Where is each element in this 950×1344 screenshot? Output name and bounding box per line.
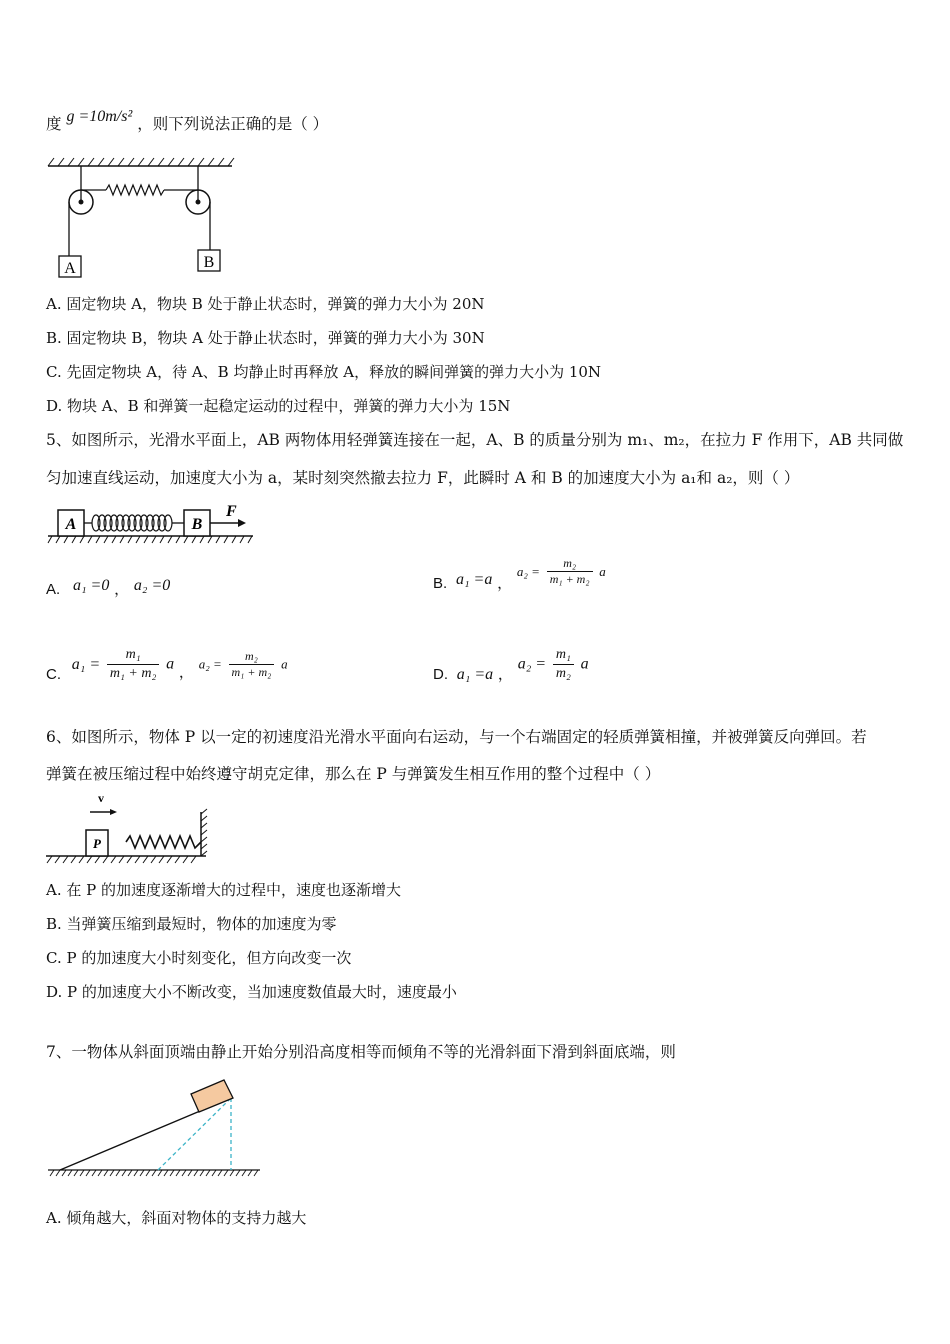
intro-suffix: ，则下列说法正确的是（ ） [137,115,329,133]
block-b-label: B [203,254,215,271]
q6-stem-line2: 弹簧在被压缩过程中始终遵守胡克定律，那么在 P 与弹簧发生相互作用的整个过程中（ ） [46,765,661,783]
gravity-formula: g =10m/s² [66,108,133,125]
q5-stem-line2: 匀加速直线运动，加速度大小为 a，某时刻突然撤去拉力 F，此瞬时 A 和 B 的加速度大小为 a₁和 a₂，则（ ） [46,469,800,487]
q7-option-a: A. 倾角越大，斜面对物体的支持力越大 [46,1209,307,1227]
q5-c-fraction-2: $\frac{\text{m₂}}{\text{m₁ + m₂}}$ [229,649,275,680]
figure-block-wall-spring [46,790,211,870]
q6-block-p-label: P [93,836,101,851]
q5-option-a: A. a₁ =0 ， a₂ =0 [46,577,171,598]
q5-c-fraction-1: $\frac{\text{m₁}}{\text{m₁ + m₂}}$ [107,646,159,683]
q5-b-fraction: $\frac{\text{m₂}}{\text{m₁ + m₂}}$ [547,556,593,587]
incline-block [191,1080,233,1112]
q6-option-b: B. 当弹簧压缩到最短时，物体的加速度为零 [46,915,337,933]
q5-block-a-label: A [65,516,77,533]
q6-stem-line1: 6、如图所示，物体 P 以一定的初速度沿光滑水平面向右运动，与一个右端固定的轻质弹簧相撞，并被弹簧反向弹回。若 [46,728,867,746]
q6-option-d: D. P 的加速度大小不断改变，当加速度数值最大时，速度最小 [46,983,457,1001]
figure-blocks-spring [48,500,258,546]
q4-option-a: A. 固定物块 A，物块 B 处于静止状态时，弹簧的弹力大小为 20N [46,295,485,313]
q5-stem-line1: 5、如图所示，光滑水平面上，AB 两物体用轻弹簧连接在一起，A、B 的质量分别为 m₁、m₂，在拉力 F 作用下，AB 共同做 [46,431,904,449]
q6-option-a: A. 在 P 的加速度逐渐增大的过程中，速度也逐渐增大 [46,881,401,899]
q5-d-fraction: $\frac{\text{m₁}}{\text{m₂}}$ [553,646,574,683]
q5-option-d: D. a₁ =a ， a₂ = $\frac{\text{m₁}}{\text{m₂}}$ a [433,647,589,683]
q4-option-b: B. 固定物块 B，物块 A 处于静止状态时，弹簧的弹力大小为 30N [46,329,485,347]
q6-velocity-label: v [98,791,104,805]
q7-stem-line1: 7、一物体从斜面顶端由静止开始分别沿高度相等而倾角不等的光滑斜面下滑到斜面底端，则 [46,1043,676,1061]
intro-line [46,108,329,135]
q5-option-c: C. a₁ = $\frac{\text{m₁}}{\text{m₁ + m₂}}$ a ， a₂ = $\frac{\text{m₂}}{\text{m₁ + m₂}}$ a [46,647,288,683]
block-a-label: A [64,260,76,277]
q5-option-b: B. a₁ =a ， a₂ = $\frac{\text{m₂}}{\text{m₁ + m₂}}$ a [433,556,606,592]
q4-option-d: D. 物块 A、B 和弹簧一起稳定运动的过程中，弹簧的弹力大小为 15N [46,397,511,415]
q5-force-label: F [226,503,237,520]
figure-incline [48,1072,263,1187]
q6-option-c: C. P 的加速度大小时刻变化，但方向改变一次 [46,949,352,967]
intro-prefix: 度 [46,115,62,133]
q5-block-b-label: B [191,516,203,533]
figure-pulley-spring [48,158,238,283]
q4-option-c: C. 先固定物块 A，待 A、B 均静止时再释放 A，释放的瞬间弹簧的弹力大小为 10N [46,363,602,381]
